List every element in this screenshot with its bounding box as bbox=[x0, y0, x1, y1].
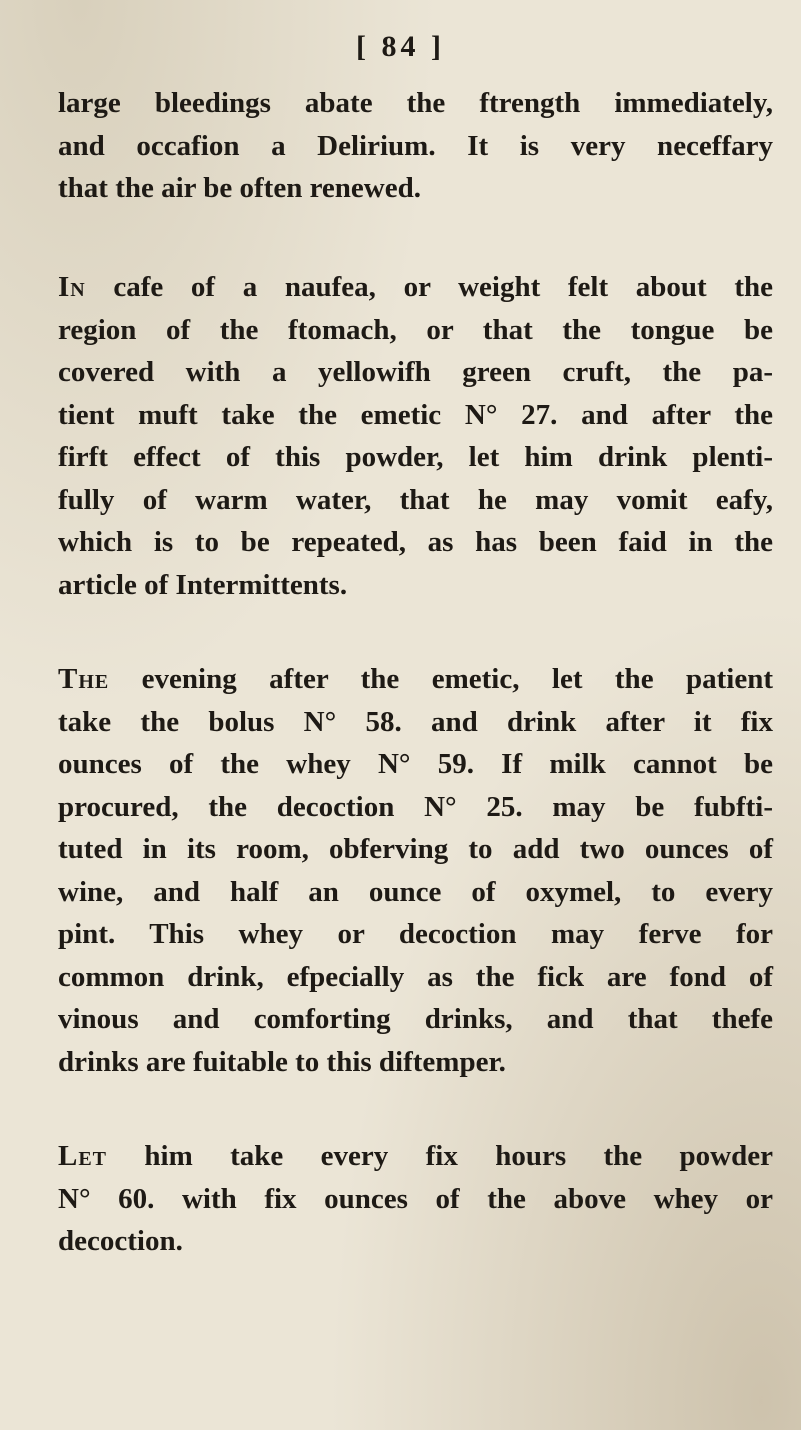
paragraph-1 bbox=[58, 82, 773, 210]
text-line: vinous and comforting drinks, and that thefe bbox=[58, 1003, 773, 1035]
text-line: procured, the decoction N° 25. may be fubfti- bbox=[58, 790, 773, 823]
text-line: article of Intermittents. bbox=[58, 568, 348, 601]
text-line: drinks are fuitable to this diftemper. bbox=[58, 1045, 506, 1078]
paragraph-4 bbox=[58, 1135, 773, 1263]
text-line: fully of warm water, that he may vomit eafy, bbox=[58, 483, 773, 516]
text-line: that the air be often renewed. bbox=[58, 172, 421, 204]
text-line: pint. This whey or decoction may ferve for bbox=[58, 918, 773, 950]
text-line: large bleedings abate the ftrength immediately, bbox=[58, 87, 773, 119]
text-line bbox=[58, 266, 773, 309]
text-line: firft effect of this powder, let him drink plenti- bbox=[58, 441, 773, 473]
text-line: ounces of the whey N° 59. If milk cannot be bbox=[58, 748, 773, 780]
text-line: N° 60. with fix ounces of the above whey or bbox=[58, 1182, 773, 1215]
text-line: tuted in its room, obferving to add two ounces of bbox=[58, 833, 773, 865]
text-line: which is to be repeated, as has been faid in the bbox=[58, 526, 773, 558]
page-number-header: [ 84 ] bbox=[356, 30, 445, 63]
text-line bbox=[58, 1135, 773, 1178]
text-line: common drink, efpecially as the fick are fond of bbox=[58, 960, 773, 993]
text-line: region of the ftomach, or that the tongue be bbox=[58, 313, 773, 346]
text-line-rest: him take every fix hours the powder bbox=[107, 1140, 773, 1172]
text-line: decoction. bbox=[58, 1225, 183, 1257]
text-line: and occafion a Delirium. It is very neceffary bbox=[58, 129, 773, 162]
text-line bbox=[58, 658, 773, 701]
paragraph-lead-word: The bbox=[58, 663, 110, 695]
text-line: covered with a yellowifh green cruft, the pa- bbox=[58, 356, 773, 388]
paragraph-lead-word: Let bbox=[58, 1140, 108, 1172]
text-line: take the bolus N° 58. and drink after it fix bbox=[58, 705, 773, 738]
text-line-rest: cafe of a naufea, or weight felt about the bbox=[85, 271, 773, 303]
paragraph-2 bbox=[58, 266, 773, 606]
paragraph-3 bbox=[58, 658, 773, 1083]
text-line: wine, and half an ounce of oxymel, to every bbox=[58, 875, 773, 908]
text-line-rest: evening after the emetic, let the patient bbox=[109, 663, 773, 695]
paragraph-lead-word: In bbox=[58, 271, 86, 303]
text-line: tient muft take the emetic N° 27. and after the bbox=[58, 398, 773, 431]
